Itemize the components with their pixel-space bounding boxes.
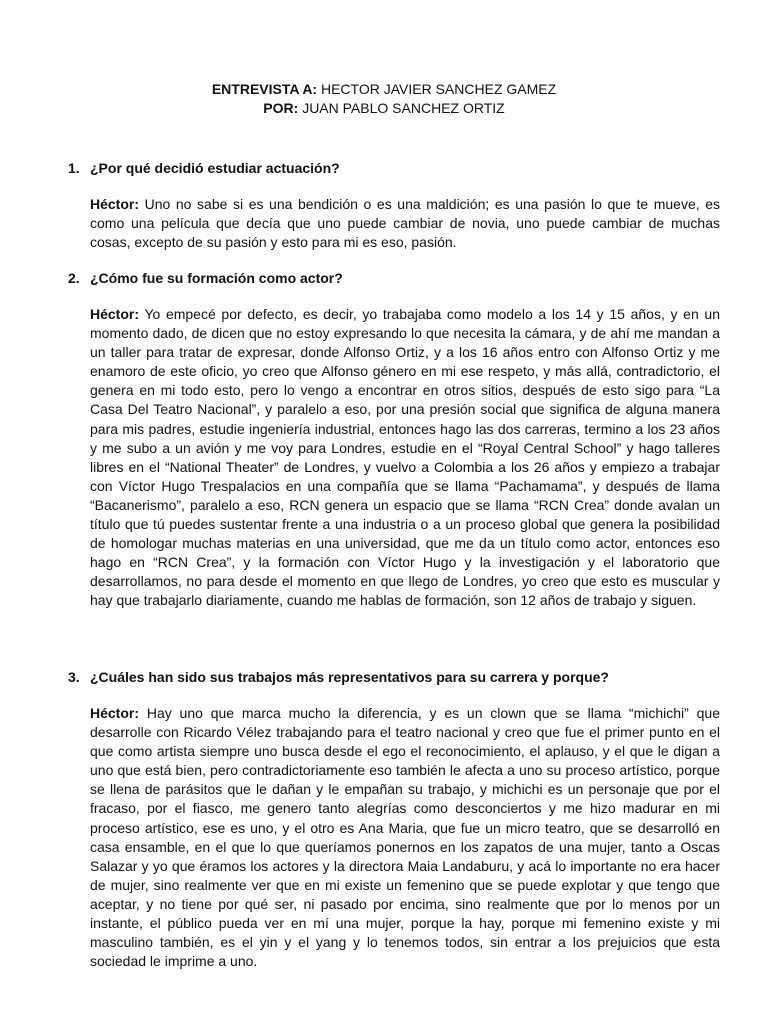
question-text: ¿Cuáles han sido sus trabajos más representativos para su carrera y porque? (90, 669, 609, 685)
interviewee-line (0, 80, 768, 99)
answer-text: Hay uno que marca mucho la diferencia, y es un clown que se llama “michichi” que desarrolle con Ricardo Vélez trabajando para el teatro nacional y creo que fue el primer punto en el que como artista siempre uno busca desde el ego el reconocimiento, el aplauso, y el que le digan a uno que está bien, pero contradictoriamente eso también le afecta a uno su proceso artístico, porque se llena de parásitos que le dañan y le empañan su trabajo, y michichi es un personaje que por el fracaso, por el fiasco, me genero tanto alegrías como desconciertos y me hizo madurar en mi proceso artístico, ese es uno, y el otro es Ana Maria, que fue un micro teatro, que se desarrolló en casa ensamble, en el que lo que queríamos ponernos en los zapatos de una mujer, tanto a Oscas Salazar y yo que éramos los actores y la directora Maia Landaburu, y acá lo importante no era hacer de mujer, sino realmente ver que en mi existe un femenino que se puede explotar y que tengo que aceptar, y no tiene por qué ser, ni pasado por encima, sino realmente que por lo menos por un instante, el público pueda ver en mí una mujer, porque la hay, porque mi femenino existe y mi masculino también, es el yin y el yang y lo tenemos todos, sin entrar a los prejuicios que esta sociedad le imprime a uno. (90, 705, 720, 970)
question-3 (68, 668, 609, 687)
answer-text: Yo empecé por defecto, es decir, yo trabajaba como modelo a los 14 y 15 años, y en un momento dado, de dicen que no estoy expresando lo que necesita la cámara, y de ahí me mandan a un taller para tratar de expresar, donde Alfonso Ortiz, y a los 16 años entro con Alfonso Ortiz y me enamoro de este oficio, yo creo que Alfonso género en mi ese respeto, y más allá, contradictorio, el genera en mi todo esto, pero lo vengo a encontrar en otros sitios, después de esto sigo para “La Casa Del Teatro Nacional”, y paralelo a eso, por una presión social que significa de alguna manera para mis padres, estudie ingeniería industrial, entonces hago las dos carreras, termino a los 23 años y me subo a un avión y me voy para Londres, estudie en el “Royal Central School” y hago talleres libres en el “National Theater” de Londres, y vuelvo a Colombia a los 26 años y empiezo a trabajar con Víctor Hugo Trespalacios en una compañía que se llama “Pachamama”, y después de llama “Bacanerismo”, paralelo a eso, RCN genera un espacio que se llama “RCN Crea” donde avalan un título que tú puedes sustentar frente a una industria o a un proceso global que genera la posibilidad de homologar muchas materias en una universidad, que me da un título como actor, entonces eso hago en “RCN Crea”, y la formación con Víctor Hugo y la investigación y el laboratorio que desarrollamos, no para desde el momento en que llego de Londres, yo creo que esto es muscular y hay que trabajarlo diariamente, cuando me hablas de formación, son 12 años de trabajo y siguen. (90, 306, 720, 609)
speaker-label: Héctor: (90, 196, 140, 212)
interview-header (0, 80, 768, 118)
entrevista-label: ENTREVISTA A: (211, 81, 318, 97)
question-1 (68, 159, 340, 178)
por-label: POR: (263, 100, 299, 116)
answer-3 (90, 704, 720, 971)
interviewee-name: HECTOR JAVIER SANCHEZ GAMEZ (320, 81, 557, 97)
question-number: 1. (68, 160, 80, 176)
question-text: ¿Cómo fue su formación como actor? (90, 270, 343, 286)
answer-1 (90, 195, 720, 252)
interviewer-name: JUAN PABLO SANCHEZ ORTIZ (302, 100, 505, 116)
speaker-label: Héctor: (90, 705, 140, 721)
question-number: 3. (68, 669, 80, 685)
question-number: 2. (68, 270, 80, 286)
interviewer-line (0, 99, 768, 118)
question-2 (68, 269, 343, 288)
answer-text: Uno no sabe si es una bendición o es una maldición; es una pasión lo que te mueve, es como una película que decía que uno puede cambiar de novia, uno puede cambiar de muchas cosas, excepto de su pasión y esto para mi es eso, pasión. (90, 196, 720, 251)
question-text: ¿Por qué decidió estudiar actuación? (90, 160, 340, 176)
speaker-label: Héctor: (90, 306, 140, 322)
answer-2 (90, 305, 720, 611)
